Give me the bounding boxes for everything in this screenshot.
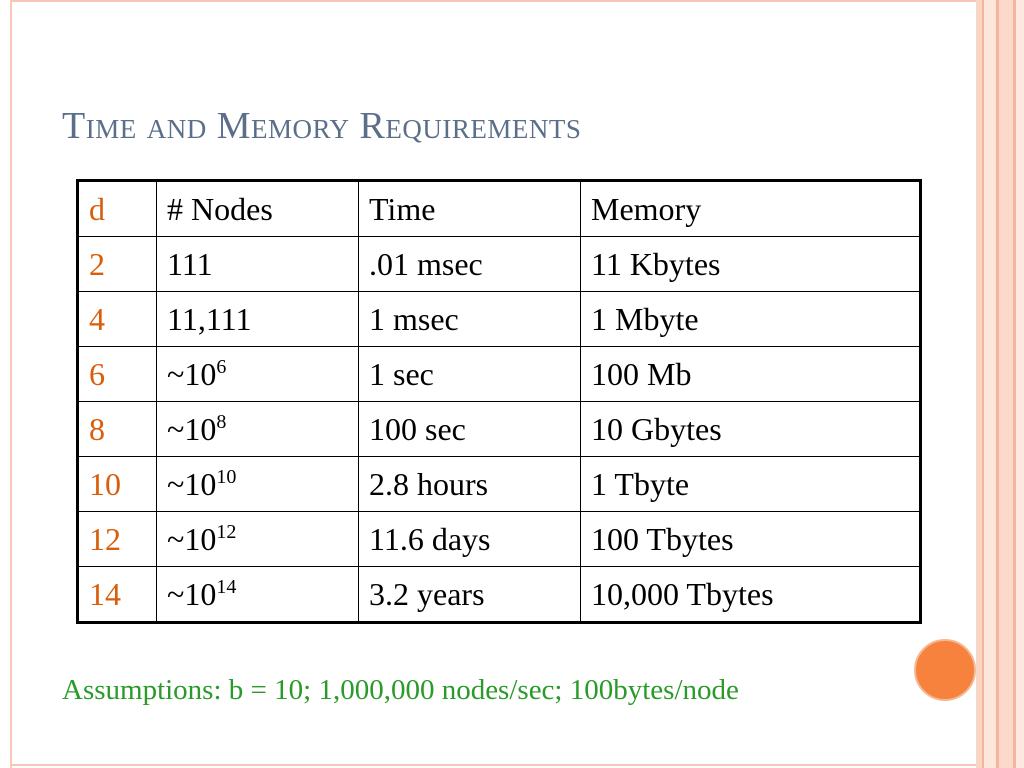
nodes-base: 111: [167, 245, 213, 282]
cell-d: 2: [78, 237, 157, 292]
cell-time: 100 sec: [359, 402, 581, 457]
cell-memory: 10,000 Tbytes: [581, 567, 921, 623]
cell-d: 8: [78, 402, 157, 457]
nodes-exponent: 8: [216, 410, 227, 433]
cell-d: 6: [78, 347, 157, 402]
nodes-exponent: 12: [216, 520, 237, 543]
table-row: [78, 347, 921, 402]
cell-memory: 11 Kbytes: [581, 237, 921, 292]
cell-time: 1 msec: [359, 292, 581, 347]
frame-left-line: [10, 0, 12, 768]
nodes-base: ~10: [167, 575, 217, 612]
table-row: [78, 292, 921, 347]
cell-d: 12: [78, 512, 157, 567]
table-row: [78, 237, 921, 292]
cell-nodes: [157, 237, 359, 292]
cell-time: .01 msec: [359, 237, 581, 292]
nodes-base: 11,111: [167, 300, 252, 337]
nodes-exponent: 6: [216, 355, 227, 378]
cell-memory: 100 Tbytes: [581, 512, 921, 567]
cell-memory: 100 Mb: [581, 347, 921, 402]
cell-nodes: [157, 567, 359, 623]
decorative-right-band: [976, 0, 1024, 768]
header-nodes: # Nodes: [157, 181, 359, 237]
nodes-base: ~10: [167, 355, 217, 392]
cell-memory: 1 Tbyte: [581, 457, 921, 512]
decorative-orange-circle: [914, 639, 976, 701]
cell-d: 4: [78, 292, 157, 347]
header-memory: Memory: [581, 181, 921, 237]
slide-title: Time and Memory Requirements: [62, 105, 582, 147]
header-d: d: [78, 181, 157, 237]
cell-memory: 1 Mbyte: [581, 292, 921, 347]
requirements-table: [76, 179, 922, 624]
header-time: Time: [359, 181, 581, 237]
frame-top-line: [10, 0, 976, 2]
cell-memory: 10 Gbytes: [581, 402, 921, 457]
table-row: [78, 457, 921, 512]
table-row: [78, 402, 921, 457]
table-row: [78, 567, 921, 623]
cell-time: 3.2 years: [359, 567, 581, 623]
cell-time: 11.6 days: [359, 512, 581, 567]
cell-nodes: [157, 402, 359, 457]
nodes-exponent: 10: [216, 465, 237, 488]
table-header-row: [78, 181, 921, 237]
table-row: [78, 512, 921, 567]
cell-nodes: [157, 292, 359, 347]
nodes-base: ~10: [167, 410, 217, 447]
nodes-exponent: 14: [216, 575, 237, 598]
cell-time: 1 sec: [359, 347, 581, 402]
cell-time: 2.8 hours: [359, 457, 581, 512]
frame-bottom-line: [10, 764, 976, 766]
nodes-base: ~10: [167, 465, 217, 502]
cell-nodes: [157, 512, 359, 567]
cell-d: 14: [78, 567, 157, 623]
cell-d: 10: [78, 457, 157, 512]
assumptions-note: Assumptions: b = 10; 1,000,000 nodes/sec; 100bytes/node: [62, 674, 739, 706]
nodes-base: ~10: [167, 520, 217, 557]
cell-nodes: [157, 457, 359, 512]
cell-nodes: [157, 347, 359, 402]
